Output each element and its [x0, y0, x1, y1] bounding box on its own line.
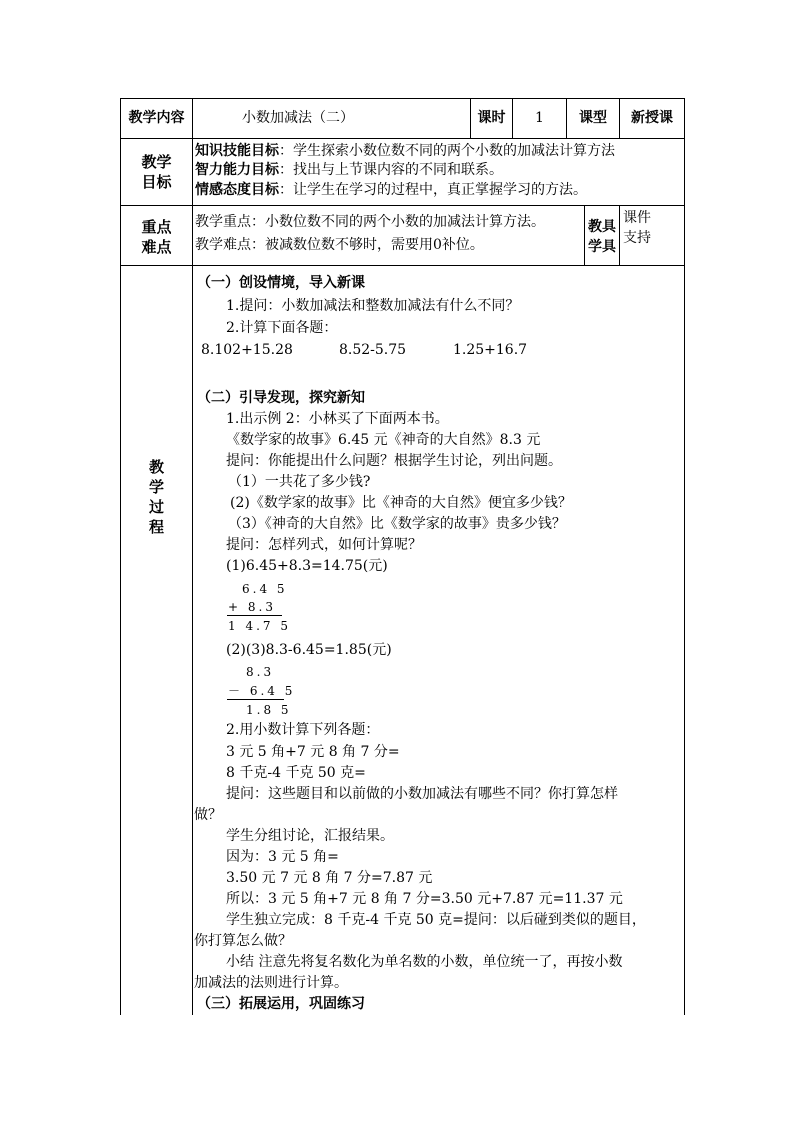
keypoints-label: 难点: [141, 238, 172, 256]
goal-attitude-label: 情感态度目标: [195, 182, 279, 198]
exercise: 1.25+16.7: [453, 342, 528, 358]
process-line: 2.用小数计算下列各题：: [226, 722, 380, 738]
exercise: 8.52-5.75: [339, 342, 407, 358]
aids-label: 学具: [588, 239, 616, 255]
process-label-char: 学: [148, 478, 164, 496]
vertical-calc-line: [227, 615, 282, 616]
difficult-point-text: 教学难点：被减数位数不够时，需要用0补位。: [195, 237, 484, 253]
section-title: （三）拓展运用，巩固练习: [197, 996, 365, 1012]
section-title: （二）引导发现，探究新知: [197, 390, 365, 406]
process-line: (2)《数学家的故事》比《神奇的大自然》便宜多少钱？: [230, 495, 572, 511]
content-value: 小数加减法（二）: [242, 110, 354, 126]
support-label: 课件: [623, 210, 651, 226]
vertical-calc-result: 1 4.7 5: [228, 619, 291, 633]
process-line: （1）一共花了多少钱?: [228, 474, 371, 490]
process-line: 提问：这些题目和以前做的小数加减法有哪些不同？你打算怎样: [226, 786, 618, 802]
goal-knowledge: [195, 142, 615, 160]
calc-equation: (1)6.45+8.3=14.75(元): [226, 558, 388, 574]
goals-label: 教学: [141, 153, 172, 171]
type-label: 课型: [579, 110, 607, 126]
process-line: 做？: [194, 807, 222, 823]
process-line: 提问：怎样列式，如何计算呢？: [226, 537, 422, 553]
goal-ability-text: ：找出与上节课内容的不同和联系。: [279, 162, 503, 178]
goals-label: 目标: [141, 173, 172, 191]
key-point-text: 教学重点：小数位数不同的两个小数的加减法计算方法。: [195, 214, 545, 230]
process-line: 学生独立完成：8 千克-4 千克 50 克=提问：以后碰到类似的题目，: [226, 912, 646, 928]
process-line: 因为：3 元 5 角=: [226, 849, 339, 865]
aids-label: 教具: [588, 219, 616, 235]
goal-attitude-text: ：让学生在学习的过程中，真正掌握学习的方法。: [279, 182, 587, 198]
section-title: （一）创设情境，导入新课: [197, 275, 365, 291]
hours-value: 1: [535, 110, 544, 126]
goal-ability-label: 智力能力目标: [195, 162, 279, 178]
exercise: 8.102+15.28: [201, 342, 293, 358]
table-col-divider: [192, 98, 193, 1015]
vertical-calc-top: 8.3: [246, 665, 275, 679]
process-line: 8 千克-4 千克 50 克=: [226, 765, 366, 781]
goal-knowledge-text: ：学生探索小数位数不同的两个小数的加减法计算方法: [279, 143, 615, 159]
vertical-calc-middle: + 8.3: [228, 600, 276, 614]
process-label-char: 教: [148, 458, 164, 476]
process-line: 1.提问：小数加减法和整数加减法有什么不同？: [226, 298, 520, 314]
calc-equation: (2)(3)8.3-6.45=1.85(元): [226, 642, 392, 658]
process-line: 你打算怎么做？: [194, 933, 292, 949]
table-row-divider: [120, 205, 685, 206]
table-border-right: [684, 98, 685, 1015]
process-line: （3）《神奇的大自然》比《数学家的故事》贵多少钱？: [228, 516, 566, 532]
support-label: 支持: [623, 230, 651, 246]
goal-attitude: [195, 181, 587, 199]
process-line: 提问：你能提出什么问题？根据学生讨论，列出问题。: [226, 453, 562, 469]
process-line: 学生分组讨论，汇报结果。: [226, 828, 394, 844]
table-col-divider: [619, 205, 620, 265]
table-border-top: [120, 98, 685, 99]
table-row-divider: [120, 138, 685, 139]
process-line: 加减法的法则进行计算。: [194, 975, 348, 991]
process-label-char: 过: [148, 498, 164, 516]
keypoints-label: 重点: [141, 218, 172, 236]
vertical-calc-line: [227, 699, 284, 700]
table-row-divider: [120, 265, 685, 266]
process-line: 小结 注意先将复名数化为单名数的小数，单位统一了，再按小数: [226, 954, 623, 970]
goal-ability: [195, 161, 503, 179]
process-line: 2.计算下面各题：: [226, 320, 338, 336]
vertical-calc-top: 6.4 5: [242, 582, 288, 596]
process-line: 3.50 元 7 元 8 角 7 分=7.87 元: [226, 870, 433, 886]
type-value: 新授课: [631, 110, 673, 126]
process-line: 1.出示例 2：小林买了下面两本书。: [226, 411, 449, 427]
process-label-char: 程: [148, 518, 164, 536]
vertical-calc-result: 1.8 5: [246, 703, 292, 717]
vertical-calc-middle: － 6.4 5: [228, 684, 296, 698]
hours-label: 课时: [477, 110, 506, 126]
goal-knowledge-label: 知识技能目标: [195, 143, 279, 159]
process-line: 所以：3 元 5 角+7 元 8 角 7 分=3.50 元+7.87 元=11.37 元: [226, 891, 623, 907]
process-line: 《数学家的故事》6.45 元《神奇的大自然》8.3 元: [226, 432, 541, 448]
process-line: 3 元 5 角+7 元 8 角 7 分=: [226, 744, 400, 760]
content-label: 教学内容: [128, 110, 185, 126]
